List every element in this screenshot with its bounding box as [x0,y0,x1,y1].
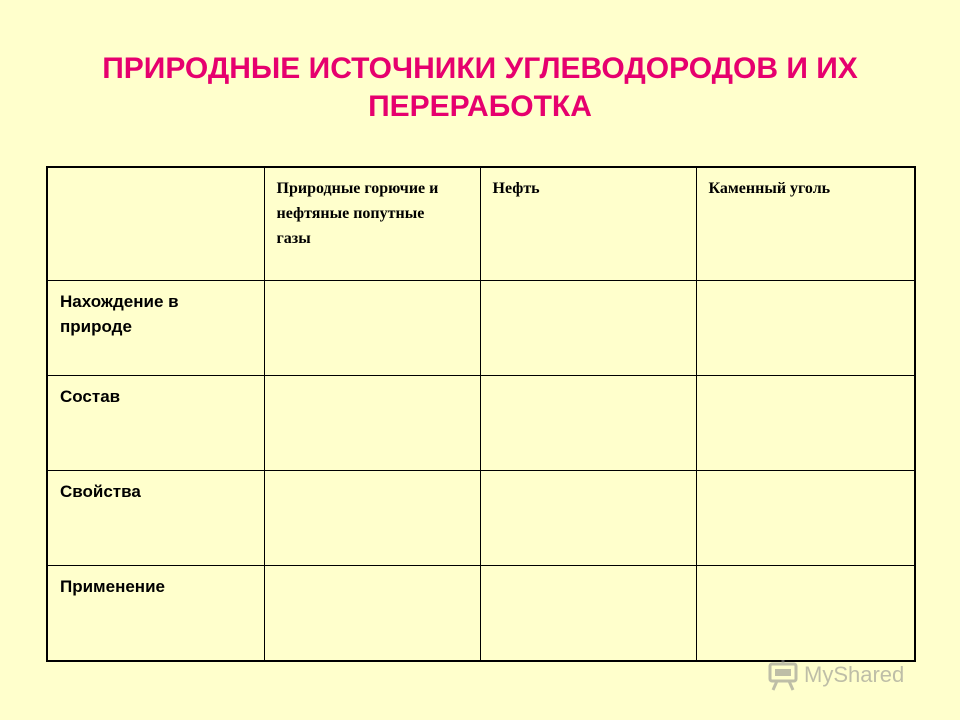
table-header-row [47,167,915,281]
table-row [47,471,915,566]
row-label-composition: Состав [47,376,264,471]
table-cell [480,566,696,662]
summary-table [46,166,916,662]
table-cell [480,376,696,471]
table-cell [264,376,480,471]
watermark-text: MyShared [804,662,905,687]
table-cell [264,281,480,376]
row-label-application: Применение [47,566,264,662]
slide-title-line-1: ПРИРОДНЫЕ ИСТОЧНИКИ УГЛЕВОДОРОДОВ И ИХ [102,52,858,85]
column-header-gases: Природные горючие и нефтяные попутные газы [264,167,480,281]
table-row [47,566,915,662]
table-cell [264,566,480,662]
column-header-oil: Нефть [480,167,696,281]
presentation-board-icon [766,658,800,692]
table-cell [264,471,480,566]
column-header-coal: Каменный уголь [696,167,915,281]
table-row [47,376,915,471]
table-row [47,281,915,376]
slide-title [0,50,960,126]
table-cell [696,376,915,471]
table-cell [696,281,915,376]
myshared-watermark [766,658,904,692]
table-cell [696,566,915,662]
table-cell [696,471,915,566]
row-label-occurrence: Нахождение в природе [47,281,264,376]
row-label-properties: Свойства [47,471,264,566]
table-cell [480,471,696,566]
table-corner-cell [47,167,264,281]
table-cell [480,281,696,376]
slide-title-line-2: ПЕРЕРАБОТКА [368,90,592,123]
